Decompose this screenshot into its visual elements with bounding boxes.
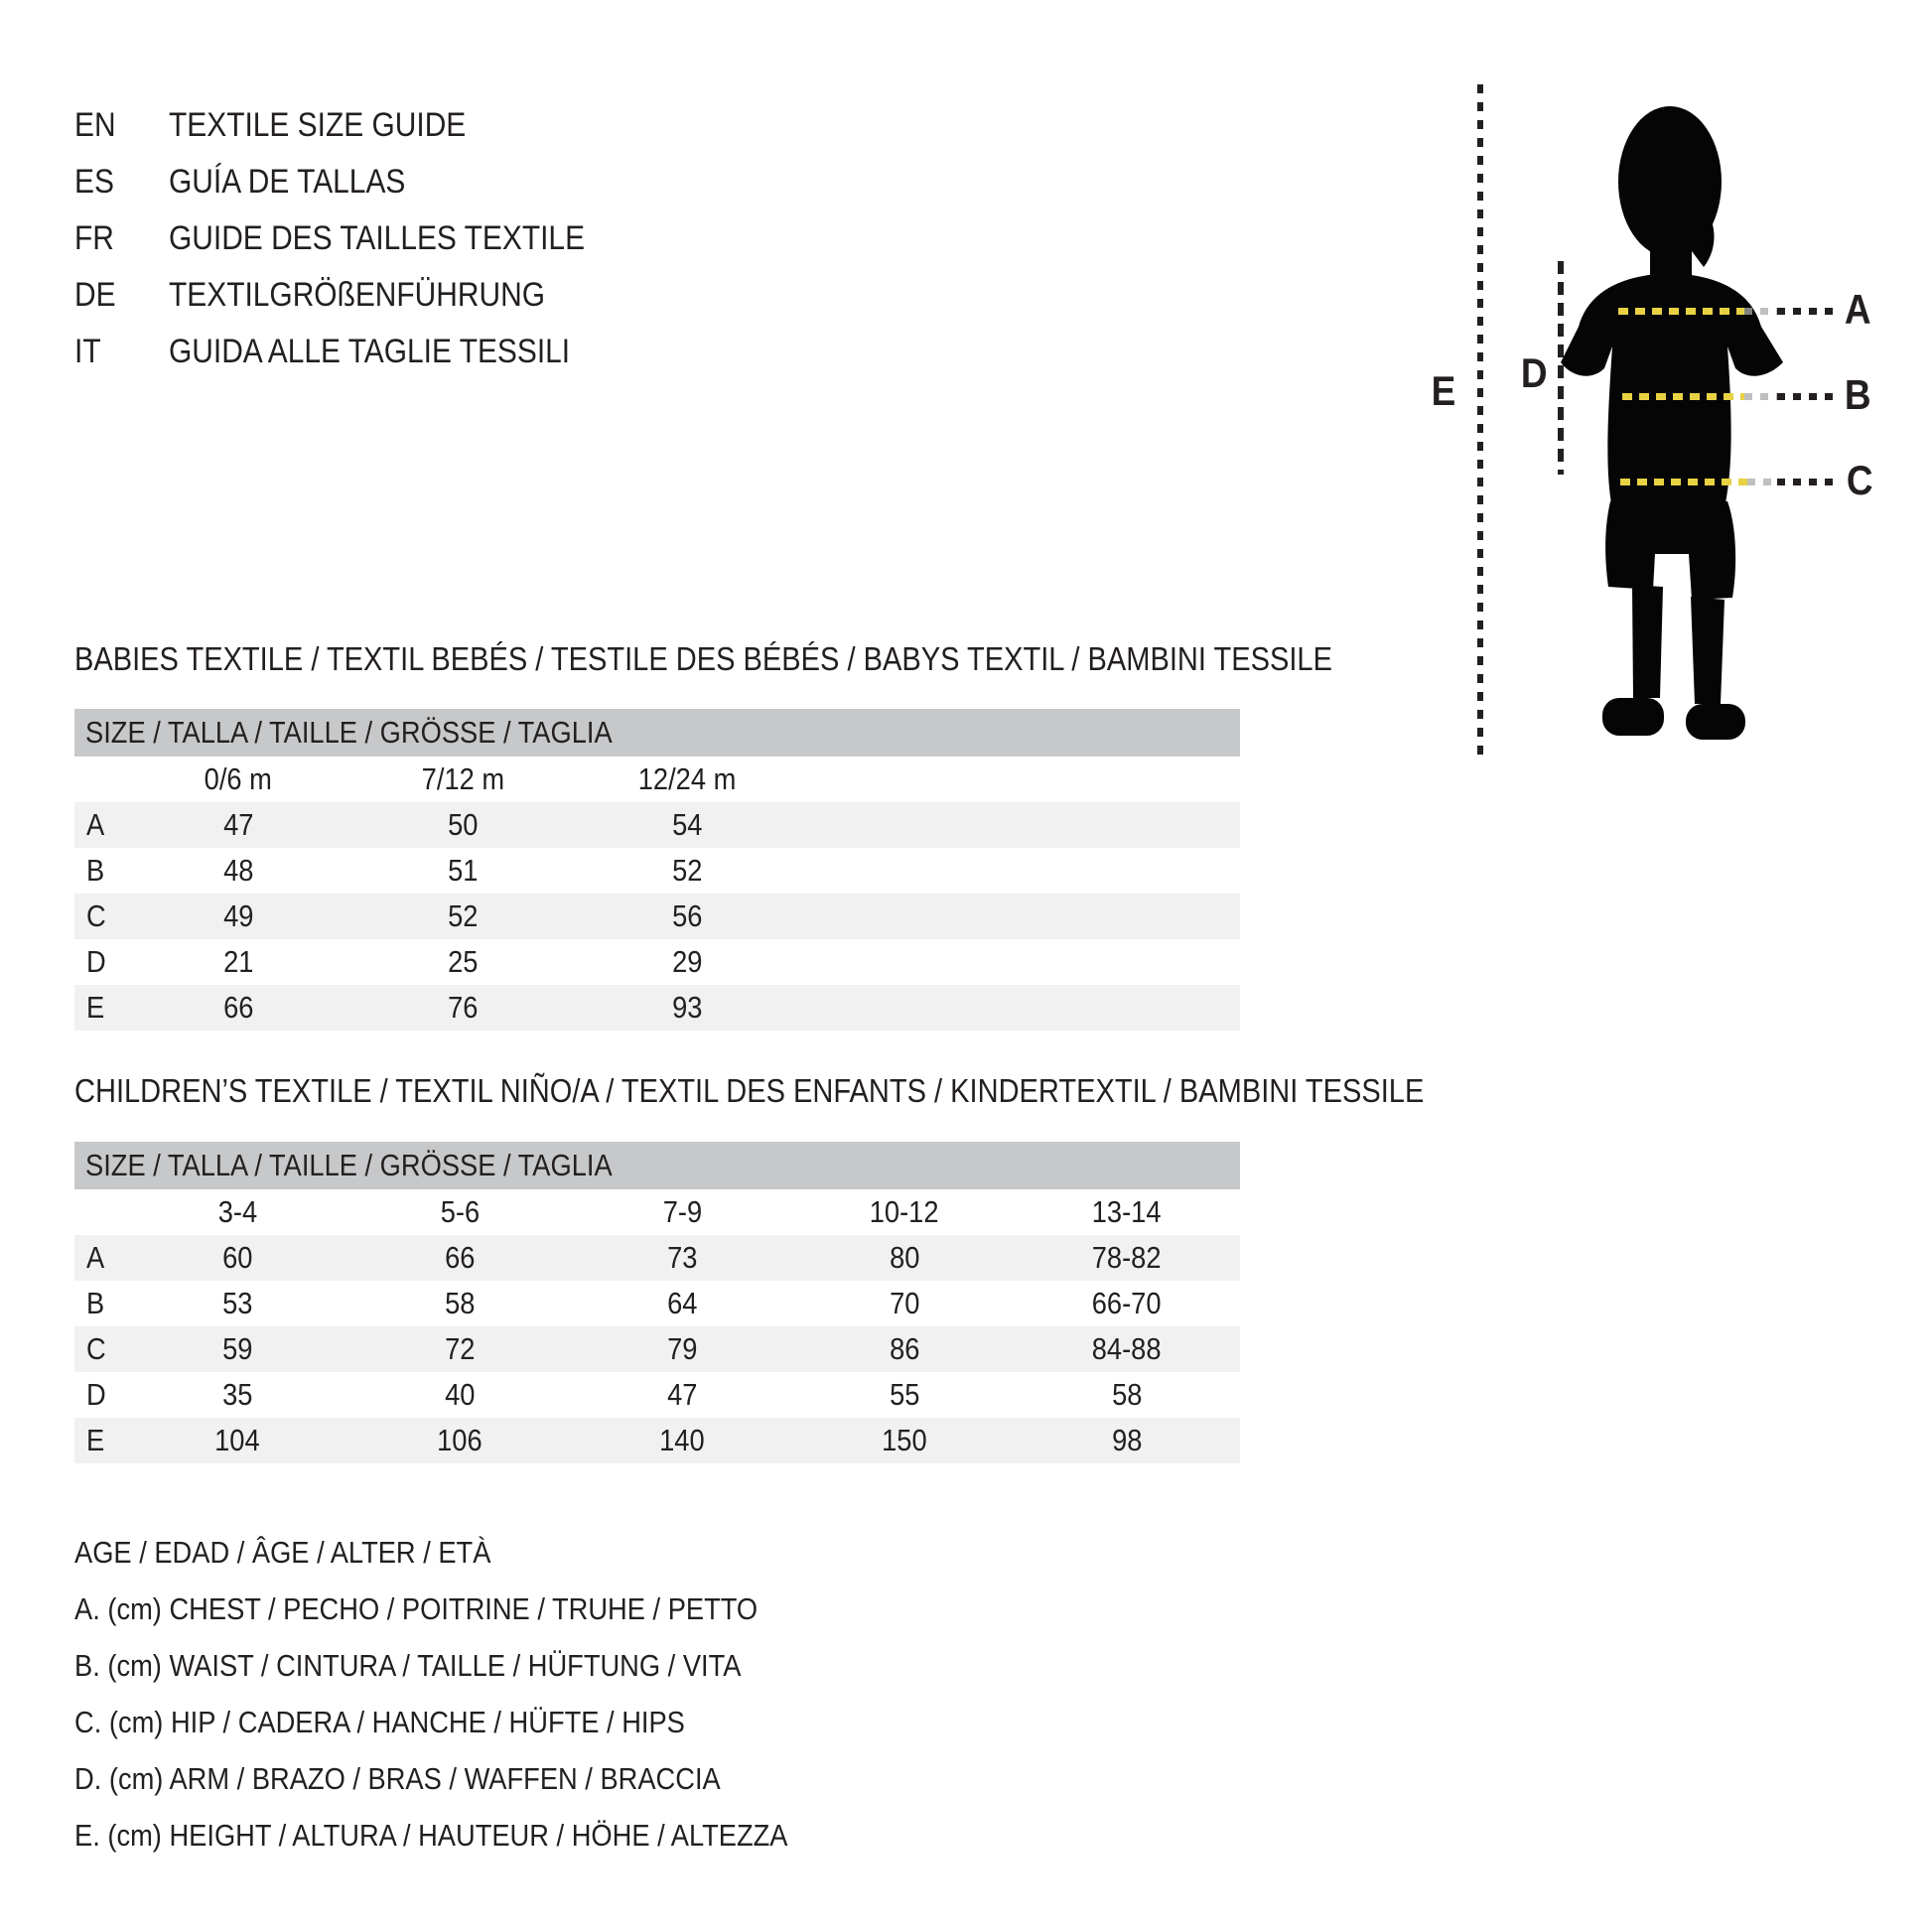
table-row <box>74 1326 1240 1372</box>
hip-line-fade <box>1747 479 1777 485</box>
row-label: D <box>86 1377 106 1412</box>
table-cell: 98 <box>1111 1423 1143 1457</box>
table-cell: 51 <box>447 853 479 888</box>
table-cell: 21 <box>222 944 254 979</box>
table-cell: 84-88 <box>1092 1331 1162 1366</box>
lang-code: FR <box>74 219 114 257</box>
row-label: A <box>86 1240 105 1275</box>
table-cell: 29 <box>671 944 703 979</box>
column-header: 13-14 <box>1092 1194 1162 1229</box>
hip-line-black <box>1777 479 1835 485</box>
waist-line-black <box>1777 393 1835 400</box>
lang-row-de <box>74 267 641 324</box>
table-cell: 53 <box>221 1286 253 1320</box>
table-cell: 140 <box>659 1423 705 1457</box>
table-cell: 49 <box>222 898 254 933</box>
lang-row-es <box>74 154 641 210</box>
chest-line-black <box>1777 308 1835 315</box>
table-cell: 93 <box>671 990 703 1025</box>
column-header: 7-9 <box>662 1194 702 1229</box>
column-header: 5-6 <box>440 1194 480 1229</box>
legend-waist: B. (cm) WAIST / CINTURA / TAILLE / HÜFTUNG / VITA <box>74 1647 742 1683</box>
table-row <box>74 848 1240 894</box>
row-label: E <box>86 1423 105 1457</box>
table-row <box>74 802 1240 848</box>
row-label: A <box>86 807 105 842</box>
children-size-table <box>74 1142 1240 1463</box>
children-column-header-row <box>74 1189 1240 1235</box>
children-size-header-bar: SIZE / TALLA / TAILLE / GRÖSSE / TAGLIA <box>74 1142 1240 1189</box>
legend-hip: C. (cm) HIP / CADERA / HANCHE / HÜFTE / HIPS <box>74 1704 685 1739</box>
table-cell: 104 <box>214 1423 260 1457</box>
table-cell: 40 <box>444 1377 476 1412</box>
babies-size-header-bar: SIZE / TALLA / TAILLE / GRÖSSE / TAGLIA <box>74 709 1240 757</box>
guide-title: TEXTILGRÖßENFÜHRUNG <box>169 276 546 314</box>
babies-column-header-row <box>74 757 1240 802</box>
table-cell: 66 <box>222 990 254 1025</box>
table-cell: 47 <box>222 807 254 842</box>
row-label: C <box>86 898 106 933</box>
table-cell: 78-82 <box>1092 1240 1162 1275</box>
table-cell: 59 <box>221 1331 253 1366</box>
lang-row-fr <box>74 210 641 267</box>
table-cell: 86 <box>889 1331 920 1366</box>
waist-line-yellow <box>1622 393 1744 400</box>
measurement-legend <box>74 1524 885 1863</box>
guide-title: GUIDA ALLE TAGLIE TESSILI <box>169 333 571 370</box>
language-header <box>74 97 641 380</box>
babies-section-heading: BABIES TEXTILE / TEXTIL BEBÉS / TESTILE DES BÉBÉS / BABYS TEXTIL / BAMBINI TESSILE <box>74 640 1332 677</box>
legend-arm: D. (cm) ARM / BRAZO / BRAS / WAFFEN / BRACCIA <box>74 1760 721 1796</box>
row-label: C <box>86 1331 106 1366</box>
table-cell: 55 <box>889 1377 920 1412</box>
lang-code: EN <box>74 106 116 144</box>
table-row <box>74 1418 1240 1463</box>
table-cell: 48 <box>222 853 254 888</box>
table-cell: 56 <box>671 898 703 933</box>
table-cell: 47 <box>666 1377 698 1412</box>
table-cell: 64 <box>666 1286 698 1320</box>
legend-age: AGE / EDAD / ÂGE / ALTER / ETÀ <box>74 1534 491 1570</box>
row-label: E <box>86 990 105 1025</box>
table-cell: 58 <box>444 1286 476 1320</box>
chest-line-yellow <box>1618 308 1744 315</box>
babies-size-table <box>74 709 1240 1031</box>
table-cell: 25 <box>447 944 479 979</box>
guide-title: TEXTILE SIZE GUIDE <box>169 106 467 144</box>
column-header: 10-12 <box>870 1194 939 1229</box>
measure-label-c: C <box>1846 457 1873 503</box>
row-label: B <box>86 1286 105 1320</box>
table-cell: 72 <box>444 1331 476 1366</box>
table-cell: 80 <box>889 1240 920 1275</box>
hip-line-yellow <box>1620 479 1747 485</box>
measure-label-b: B <box>1844 371 1871 418</box>
table-cell: 76 <box>447 990 479 1025</box>
table-cell: 106 <box>437 1423 483 1457</box>
table-cell: 35 <box>221 1377 253 1412</box>
child-silhouette <box>1559 94 1817 750</box>
table-cell: 73 <box>666 1240 698 1275</box>
table-row <box>74 985 1240 1031</box>
table-cell: 54 <box>671 807 703 842</box>
guide-title: GUIDE DES TAILLES TEXTILE <box>169 219 586 257</box>
guide-title: GUÍA DE TALLAS <box>169 163 406 201</box>
table-cell: 52 <box>447 898 479 933</box>
lang-code: IT <box>74 333 101 370</box>
table-cell: 66-70 <box>1092 1286 1162 1320</box>
table-cell: 60 <box>221 1240 253 1275</box>
legend-height: E. (cm) HEIGHT / ALTURA / HAUTEUR / HÖHE / ALTEZZA <box>74 1817 788 1853</box>
children-section-heading: CHILDREN’S TEXTILE / TEXTIL NIÑO/A / TEXTIL DES ENFANTS / KINDERTEXTIL / BAMBINI TESSILE <box>74 1072 1425 1109</box>
measure-label-d: D <box>1520 349 1548 396</box>
waist-line-fade <box>1744 393 1777 400</box>
table-row <box>74 1281 1240 1326</box>
lang-code: ES <box>74 163 114 201</box>
column-header: 12/24 m <box>637 761 737 796</box>
table-cell: 58 <box>1111 1377 1143 1412</box>
lang-code: DE <box>74 276 116 314</box>
table-cell: 50 <box>447 807 479 842</box>
legend-chest: A. (cm) CHEST / PECHO / POITRINE / TRUHE / PETTO <box>74 1590 759 1626</box>
table-cell: 66 <box>444 1240 476 1275</box>
column-header: 0/6 m <box>204 761 273 796</box>
column-header: 3-4 <box>217 1194 257 1229</box>
table-row <box>74 894 1240 939</box>
table-row <box>74 939 1240 985</box>
measure-label-a: A <box>1844 286 1871 333</box>
table-cell: 79 <box>666 1331 698 1366</box>
chest-line-fade <box>1744 308 1777 315</box>
lang-row-it <box>74 324 641 380</box>
row-label: D <box>86 944 106 979</box>
table-cell: 150 <box>882 1423 927 1457</box>
row-label: B <box>86 853 105 888</box>
measure-label-e: E <box>1431 367 1456 414</box>
lang-row-en <box>74 97 641 154</box>
table-row <box>74 1235 1240 1281</box>
table-row <box>74 1372 1240 1418</box>
table-cell: 52 <box>671 853 703 888</box>
table-cell: 70 <box>889 1286 920 1320</box>
column-header: 7/12 m <box>421 761 504 796</box>
